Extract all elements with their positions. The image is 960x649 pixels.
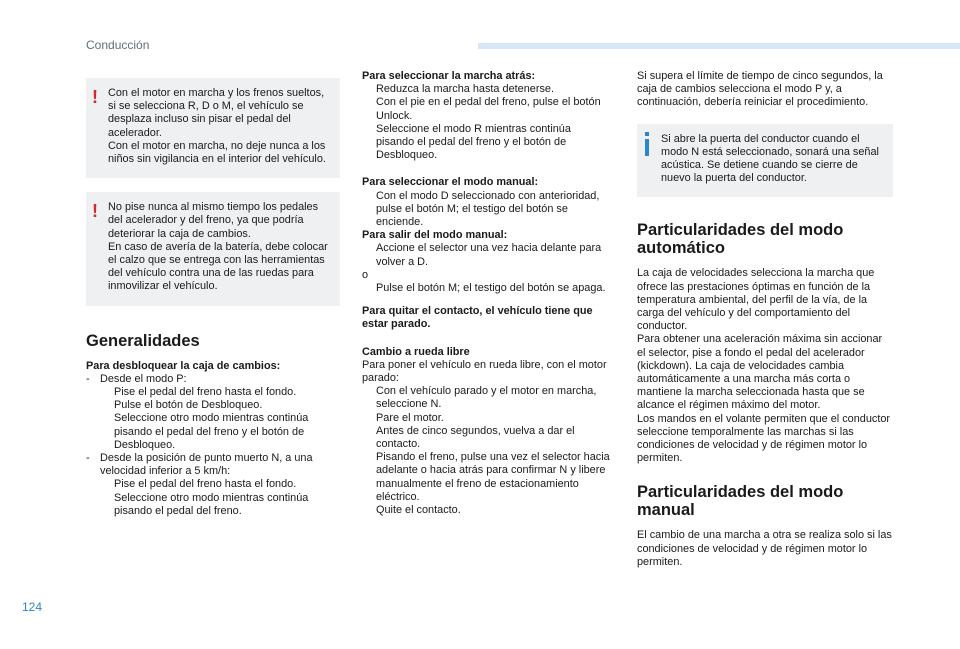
info-icon: [645, 132, 649, 156]
list-item: Pare el motor.: [376, 411, 444, 424]
unlock-title: Para desbloquear la caja de cambios:: [86, 359, 281, 372]
freewheel-intro: Para poner el vehículo en rueda libre, con el motor parado:: [362, 358, 607, 385]
warning-icon: !: [92, 201, 98, 222]
list-item: Pulse el botón de Desbloqueo.: [114, 399, 263, 412]
warning-box-pedals: [86, 192, 340, 305]
list-item: Seleccione otro modo mientras continúa pisando el pedal del freno y el botón de Desbloqueo.: [114, 412, 309, 451]
manual-title: Para seleccionar el modo manual:: [362, 176, 539, 189]
heading-manual-mode: Particularidades del modo manual: [637, 483, 844, 520]
list-item: Pise el pedal del freno hasta el fondo.: [114, 386, 297, 399]
page-number: 124: [22, 600, 43, 614]
section-title: Conducción: [86, 38, 150, 52]
list-item: Pisando el freno, pulse una vez el selector hacia adelante o hacia atrás para confirmar N y libere manualmente el freno de estacionamiento eléctrico.: [376, 451, 610, 503]
warning-icon: !: [92, 87, 98, 107]
info-text-door: Si abre la puerta del conductor cuando el modo N está seleccionado, sonará una señal acústica. Se detiene cuando se cierre de nuevo la puerta del conductor.: [661, 132, 879, 185]
manual-mode-text: El cambio de una marcha a otra se realiza solo si las condiciones de velocidad y de régimen motor lo permiten.: [637, 529, 892, 568]
list-item: Antes de cinco segundos, vuelva a dar el contacto.: [376, 424, 575, 451]
list-item: Pise el pedal del freno hasta el fondo.: [114, 478, 297, 491]
list-item: Pulse el botón M; el testigo del botón se apaga.: [376, 282, 606, 295]
list-item: Seleccione otro modo mientras continúa pisando el pedal del freno.: [114, 491, 309, 517]
freewheel-title: Cambio a rueda libre: [362, 345, 470, 358]
warning-text-pedals: No pise nunca al mismo tiempo los pedales del acelerador y del freno, ya que podría deteriorar la caja de cambios. En caso de avería de la batería, debe colocar el calzo que se entrega con las herramientas del vehículo contra una de las ruedas para inmovilizar el vehículo.: [108, 201, 328, 293]
list-item: pulse el botón M; el testigo del botón se enciende.: [376, 202, 568, 229]
info-box-door: [637, 124, 893, 198]
list-item: Con el pie en el pedal del freno, pulse el botón Unlock.: [376, 96, 601, 122]
auto-mode-text: La caja de velocidades selecciona la marcha que ofrece las prestaciones óptimas en función de la temperatura ambiental, del perfil de la vía, de la carga del vehículo y del comportamiento del conductor. Para obtener una aceleración máxima sin accionar el selector, pise a fondo el pedal del acelerador (kickdown). La caja de velocidades cambia automáticamente a una marcha más corta o mantiene la marcha seleccionada hasta que se alcance el régimen máximo del motor. Los mandos en el volante permiten que el conductor seleccione temporalmente las marchas si las condiciones de velocidad y de régimen motor lo permiten.: [637, 267, 891, 465]
or-text: o: [362, 268, 369, 281]
warning-box-engine: [86, 78, 340, 178]
stop-title: Para quitar el contacto, el vehículo tiene que estar parado.: [362, 305, 593, 331]
list-item: Con el modo D seleccionado con anterioridad,: [376, 189, 600, 202]
list-item: Accione el selector una vez hacia delante para volver a D.: [376, 242, 602, 268]
heading-auto-mode: Particularidades del modo automático: [637, 221, 844, 258]
column-left: [86, 70, 340, 518]
list-item: Quite el contacto.: [376, 504, 461, 517]
header-bar: [478, 43, 960, 49]
list-item: Con el vehículo parado y el motor en marcha, seleccione N.: [376, 385, 597, 411]
list-item: - Desde la posición de punto muerto N, a una velocidad inferior a 5 km/h:: [86, 452, 313, 478]
column-middle: [362, 70, 612, 517]
list-item: Reduzca la marcha hasta detenerse.: [376, 83, 554, 96]
list-item: - Desde el modo P:: [86, 372, 187, 385]
column-right: [637, 70, 893, 569]
timeout-text: Si supera el límite de tiempo de cinco segundos, la caja de cambios selecciona el modo P y, a continuación, debería reiniciar el procedimiento.: [637, 70, 883, 109]
list-item: Seleccione el modo R mientras continúa pisando el pedal del freno y el botón de Desbloqueo.: [376, 122, 571, 162]
reverse-title: Para seleccionar la marcha atrás:: [362, 70, 536, 82]
heading-generalidades: Generalidades: [86, 331, 200, 350]
warning-text-engine: Con el motor en marcha y los frenos sueltos, si se selecciona R, D o M, el vehículo se desplaza incluso sin pisar el pedal del acelerador. Con el motor en marcha, no deje nunca a los niños sin vigilancia en el interior del vehículo.: [108, 87, 326, 166]
exit-manual-title: Para salir del modo manual:: [362, 229, 508, 242]
